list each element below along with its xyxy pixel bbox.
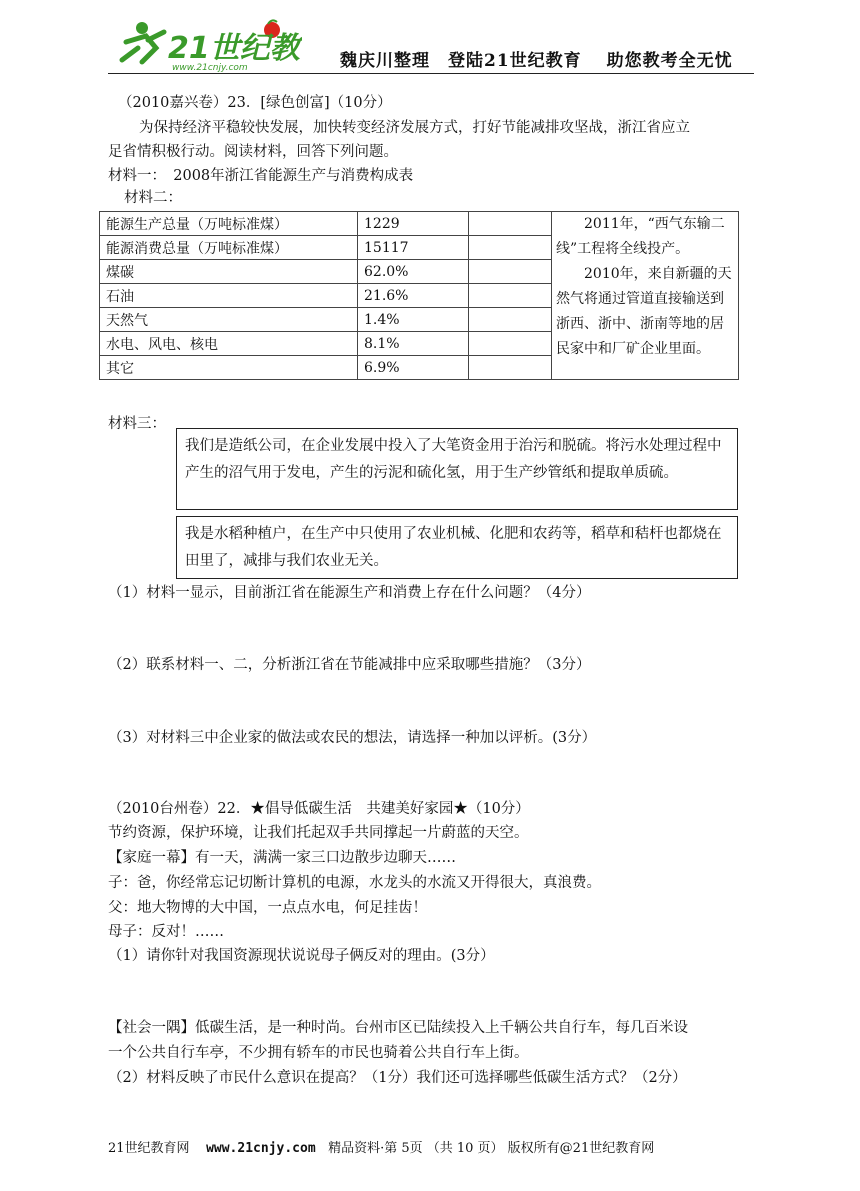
table-cell-label: 水电、风电、核电 [100,332,358,356]
logo-text: 21世纪教 [168,31,300,66]
table-cell-empty [469,308,552,332]
q1-subquestion-2: （2）联系材料一、二，分析浙江省在节能减排中应采取哪些措施？（3分） [108,657,591,673]
table-cell-empty [469,284,552,308]
farmer-quote-text: 我是水稻种植户，在生产中只使用了农业机械、化肥和农药等，稻草和秸杆也都烧在田里了，减排与我们农业无关。 [185,526,722,569]
q1-material1-label: 材料一： 2008年浙江省能源生产与消费构成表 [108,168,414,184]
side-note [556,212,734,362]
table-cell-label: 石油 [100,284,358,308]
table-cell-value: 6.9% [358,356,469,380]
table-cell-empty [469,236,552,260]
table-cell-value: 15117 [358,236,469,260]
table-cell-value: 21.6% [358,284,469,308]
table-cell-value: 8.1% [358,332,469,356]
page-footer [108,1137,654,1156]
q2-heading: （2010台州卷）22．★倡导低碳生活 共建美好家园★（10分） [108,801,530,817]
logo-subtext: www.21cnjy.com [172,63,248,73]
q1-material3-label: 材料三： [108,416,166,432]
table-cell-label: 天然气 [100,308,358,332]
site-logo [112,18,302,74]
q2-son-line: 子：爸，你经常忘记切断计算机的电源，水龙头的水流又开得很大，真浪费。 [108,875,601,891]
q2-society-line2: 一个公共自行车亭，不少拥有轿车的市民也骑着公共自行车上街。 [108,1045,529,1061]
table-cell-value: 1229 [358,212,469,236]
side-note-paragraph-1: 2011年，“西气东输二线”工程将全线投产。 [556,216,725,257]
q1-intro-line1: 为保持经济平稳较快发展，加快转变经济发展方式，打好节能减排攻坚战，浙江省应立 [139,120,690,136]
q2-subquestion-1: （1）请你针对我国资源现状说说母子俩反对的理由。(3分） [108,948,495,964]
table-cell-empty [469,212,552,236]
logo-graphic [112,18,302,74]
q2-line1: 节约资源，保护环境，让我们托起双手共同撑起一片蔚蓝的天空。 [108,825,529,841]
table-cell-label: 能源消费总量（万吨标准煤） [100,236,358,260]
header-divider [108,73,754,74]
q2-mother-son-line: 母子：反对！…… [108,924,224,940]
footer-url[interactable]: www.21cnjy.com [206,1141,316,1156]
table-cell-label: 能源生产总量（万吨标准煤） [100,212,358,236]
energy-table [99,211,739,380]
table-cell-empty [469,332,552,356]
company-quote-text: 我们是造纸公司，在企业发展中投入了大笔资金用于治污和脱硫。将污水处理过程中产生的沼气用于发电，产生的污泥和硫化氢，用于生产纱管纸和提取单质硫。 [185,438,722,481]
table-cell-label: 煤碳 [100,260,358,284]
q1-subquestion-3: （3）对材料三中企业家的做法或农民的想法，请选择一种加以评析。(3分） [108,730,597,746]
footer-info: 精品资料·第 5页 （共 10 页） 版权所有@21世纪教育网 [328,1141,655,1156]
table-cell-value: 62.0% [358,260,469,284]
q2-society-line1: 【社会一隅】低碳生活，是一种时尚。台州市区已陆续投入上千辆公共自行车，每几百米设 [108,1020,688,1036]
q1-material2-label: 材料二： [124,190,182,206]
q1-intro-line2: 足省情积极行动。阅读材料，回答下列问题。 [108,144,398,160]
side-note-paragraph-2: 2010年，来自新疆的天然气将通过管道直接输送到浙西、浙中、浙南等地的居民家中和厂矿企业里面。 [556,266,732,357]
table-cell-label: 其它 [100,356,358,380]
table-row [100,212,739,236]
footer-site-name: 21世纪教育网 [108,1141,190,1156]
q1-heading: （2010嘉兴卷）23．[绿色创富]（10分） [118,95,392,111]
header-title: 魏庆川整理 登陆21世纪教育 助您教考全无忧 [340,51,733,71]
q2-subquestion-2: （2）材料反映了市民什么意识在提高？（1分）我们还可选择哪些低碳生活方式？（2分） [108,1070,687,1086]
q1-subquestion-1: （1）材料一显示，目前浙江省在能源生产和消费上存在什么问题？（4分） [108,585,591,601]
table-cell-empty [469,356,552,380]
q2-father-line: 父：地大物博的大中国，一点点水电，何足挂齿！ [108,900,427,916]
farmer-quote-box [176,516,738,579]
q2-family-scene: 【家庭一幕】有一天，满满一家三口边散步边聊天…… [108,850,456,866]
table-cell-value: 1.4% [358,308,469,332]
table-side-note [552,212,739,380]
company-quote-box [176,428,738,510]
table-cell-empty [469,260,552,284]
